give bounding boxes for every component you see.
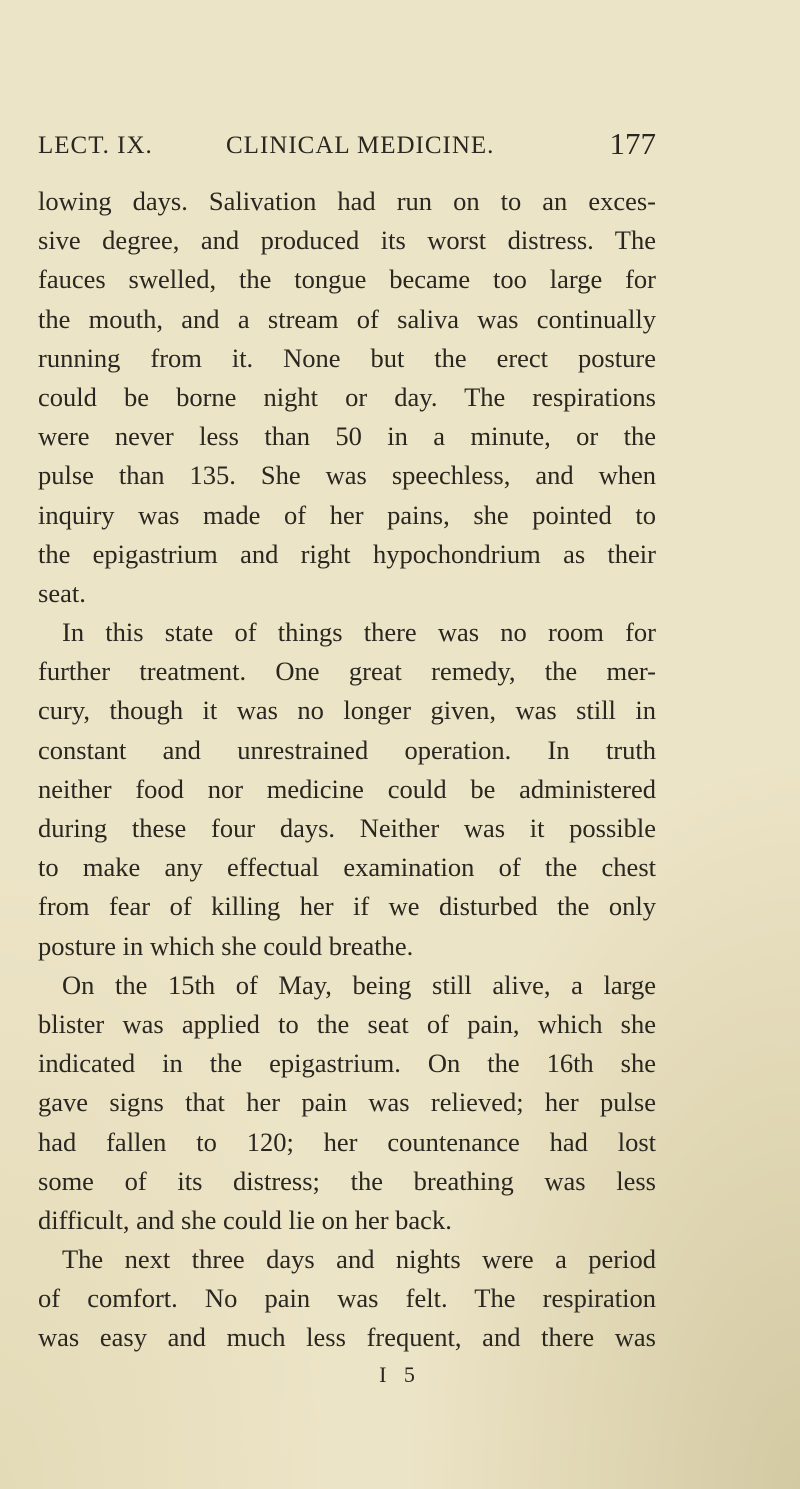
text-line: had fallen to 120; her countenance had lost <box>38 1126 656 1157</box>
text-line: running from it. None but the erect posture <box>38 342 656 373</box>
text-line: during these four days. Neither was it possible <box>38 813 656 843</box>
text-line: some of its distress; the breathing was less <box>38 1165 656 1196</box>
text-line: inquiry was made of her pains, she pointed to <box>38 499 656 530</box>
text-line: cury, though it was no longer given, was still in <box>38 695 656 726</box>
running-header <box>38 126 656 166</box>
text-line: sive degree, and produced its worst distress. The <box>38 225 656 256</box>
text-line: constant and unrestrained operation. In truth <box>38 734 656 765</box>
text-line: could be borne night or day. The respirations <box>38 381 656 412</box>
text-line: of comfort. No pain was felt. The respiration <box>38 1283 656 1314</box>
text-line: indicated in the epigastrium. On the 16th she <box>38 1048 656 1079</box>
signature-mark: I 5 <box>379 1362 421 1387</box>
text-line: lowing days. Salivation had run on to an exces- <box>38 186 656 216</box>
text-line: to make any effectual examination of the chest <box>38 852 656 883</box>
text-line: pulse than 135. She was speechless, and when <box>38 460 656 491</box>
text-line: blister was applied to the seat of pain, which she <box>38 1008 656 1039</box>
text-line: were never less than 50 in a minute, or the <box>38 421 656 452</box>
lecture-label: LECT. IX. <box>38 132 153 159</box>
text-line: further treatment. One great remedy, the mer- <box>38 656 656 687</box>
text-line: seat. <box>38 577 86 608</box>
page-number: 177 <box>609 126 656 161</box>
text-line: was easy and much less frequent, and there was <box>38 1322 656 1353</box>
text-line: difficult, and she could lie on her back. <box>38 1204 452 1235</box>
text-line: the epigastrium and right hypochondrium as their <box>38 538 656 569</box>
book-title: CLINICAL MEDICINE. <box>226 132 495 159</box>
text-line: The next three days and nights were a period <box>62 1244 656 1275</box>
text-line: gave signs that her pain was relieved; her pulse <box>38 1087 656 1118</box>
text-line: the mouth, and a stream of saliva was continually <box>38 303 656 334</box>
text-line: neither food nor medicine could be administered <box>38 773 656 804</box>
text-line: fauces swelled, the tongue became too large for <box>38 264 656 295</box>
text-line: On the 15th of May, being still alive, a large <box>62 969 656 1000</box>
text-line: posture in which she could breathe. <box>38 930 414 961</box>
text-line: In this state of things there was no room for <box>62 617 656 648</box>
body-text <box>38 182 656 1358</box>
text-line: from fear of killing her if we disturbed the only <box>38 891 656 922</box>
